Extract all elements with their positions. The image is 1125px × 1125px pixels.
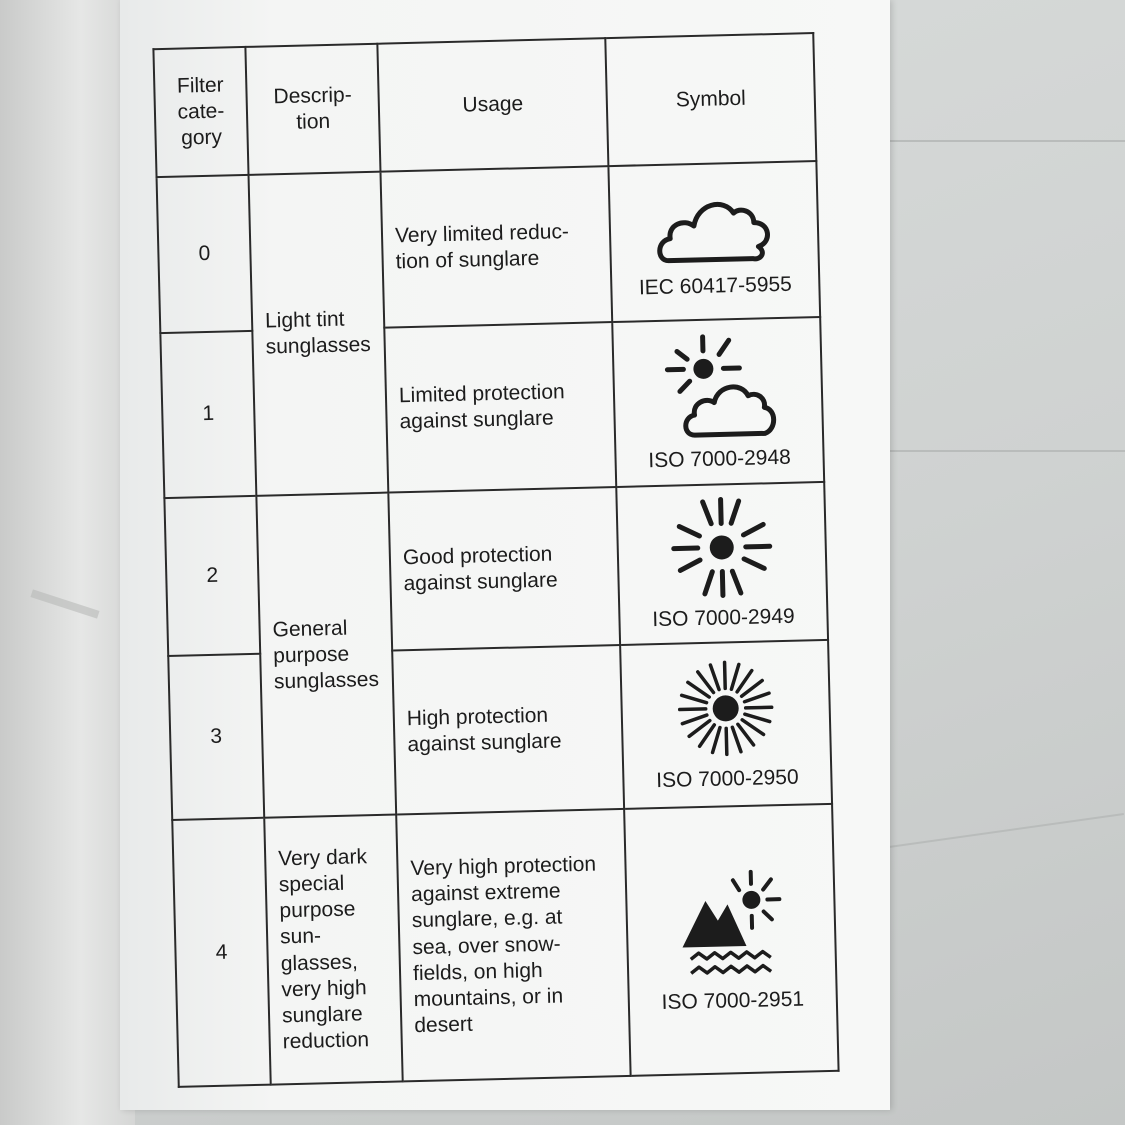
symbol-code: ISO 7000-2951: [661, 987, 805, 1014]
usage-cell: Very limited reduc- tion of sunglare: [380, 166, 612, 328]
symbol-code: IEC 60417-5955: [638, 272, 793, 300]
symbol-cell: [624, 804, 838, 1076]
sun-ray: [682, 715, 707, 724]
category-cell: 2: [164, 495, 260, 655]
sun-ray: [745, 714, 770, 723]
symbol-code: ISO 7000-2948: [648, 446, 792, 473]
symbol-cell: [612, 317, 824, 487]
header-filter-category: Filter cate- gory: [153, 47, 248, 177]
facing-page-text: [30, 589, 99, 618]
filter-category-table-wrapper: [152, 32, 837, 1088]
sun-ray: [731, 664, 740, 689]
description-cell: Light tint sunglasses: [249, 172, 389, 496]
header-symbol: Symbol: [605, 33, 816, 166]
sun-behind-cloud-icon: [656, 329, 779, 442]
symbol-code: ISO 7000-2950: [655, 765, 799, 793]
sun-icon: [661, 494, 784, 601]
sun-ray: [746, 707, 772, 708]
facing-page: [0, 0, 135, 1125]
filter-category-table: [152, 32, 839, 1088]
sun-ray: [680, 709, 706, 710]
sun-ray: [732, 727, 741, 752]
table-row: [157, 161, 821, 333]
sun-ray: [682, 695, 707, 704]
usage-cell: Very high protection against extreme sunglare, e.g. at sea, over snow- fields, on high mountains, or in desert: [396, 809, 630, 1081]
table-row: [164, 482, 828, 656]
symbol-cell: [608, 161, 820, 322]
symbol-code: ISO 7000-2949: [651, 604, 795, 631]
usage-cell: Limited protection against sunglare: [384, 322, 616, 492]
sun-ray: [725, 662, 726, 688]
usage-cell: Good protection against sunglare: [388, 487, 620, 651]
symbol-cell: [616, 482, 828, 645]
sun-ray: [744, 693, 769, 702]
category-cell: 4: [172, 818, 270, 1087]
mountain-sea-sun-icon: [675, 865, 788, 984]
usage-cell: High protection against sunglare: [392, 645, 624, 815]
table-row: [172, 804, 838, 1087]
category-cell: 0: [157, 175, 253, 333]
sun-ray: [712, 728, 721, 753]
cloud-icon: [653, 182, 775, 269]
table-header-row: [153, 33, 816, 177]
sun-ray: [726, 728, 727, 754]
category-cell: 3: [168, 654, 264, 821]
header-usage: Usage: [377, 38, 608, 172]
bright-sun-icon: [669, 655, 782, 762]
symbol-cell: [620, 640, 832, 810]
sun-ray: [710, 665, 719, 690]
description-cell: General purpose sunglasses: [256, 492, 396, 818]
category-cell: 1: [160, 331, 256, 498]
description-cell: Very dark special purpose sun- glasses, very high sunglare reduction: [264, 815, 402, 1085]
header-description: Descrip- tion: [245, 44, 380, 175]
